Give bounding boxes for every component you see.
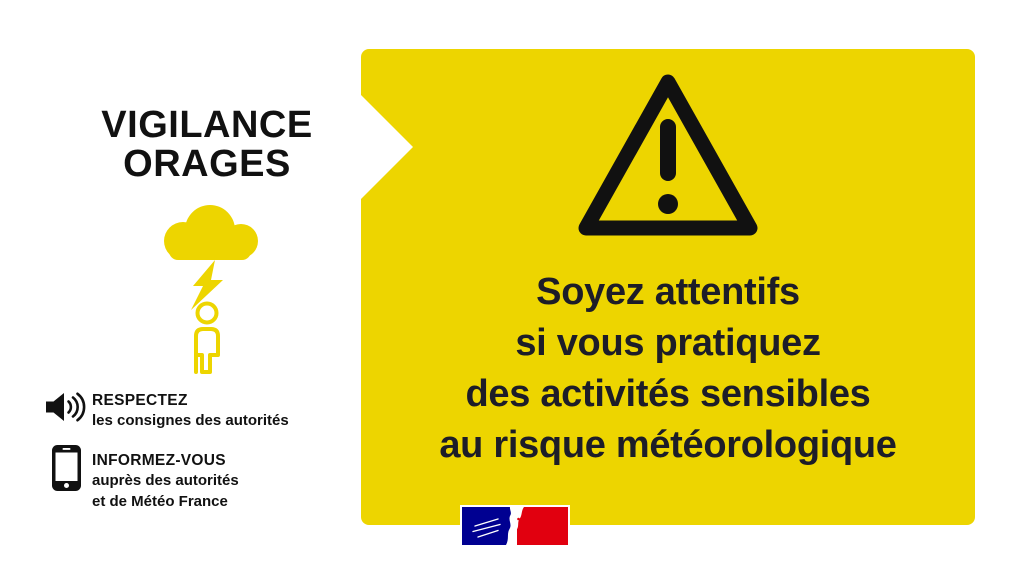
speaker-icon (46, 392, 87, 422)
advisory-heading: RESPECTEZ (92, 392, 188, 409)
advisory-line: les consignes des autorités (92, 412, 289, 429)
person-icon (186, 301, 228, 375)
alert-panel (361, 49, 975, 525)
advisory-line: et de Météo France (92, 492, 228, 510)
speech-bubble-notch (361, 95, 413, 199)
republique-francaise-marianne-logo (460, 505, 570, 547)
advisory-heading: INFORMEZ-VOUS (92, 452, 226, 469)
alert-message (361, 267, 975, 471)
cloud-icon (157, 203, 261, 261)
alert-message-line4: au risque météorologique (439, 424, 897, 466)
advisory-line: auprès des autorités (92, 472, 239, 489)
advisory-informez-vous (92, 450, 239, 512)
warning-triangle-icon (575, 67, 761, 247)
page-title-line1: VIGILANCE (101, 104, 313, 146)
page-title (52, 106, 362, 184)
advisory-respectez (92, 390, 289, 432)
alert-message-line1: Soyez attentifs (536, 271, 800, 313)
alert-message-line3: des activités sensibles (465, 373, 871, 415)
smartphone-icon (52, 445, 81, 491)
page-title-line2: ORAGES (123, 143, 291, 185)
alert-message-line2: si vous pratiquez (515, 322, 821, 364)
